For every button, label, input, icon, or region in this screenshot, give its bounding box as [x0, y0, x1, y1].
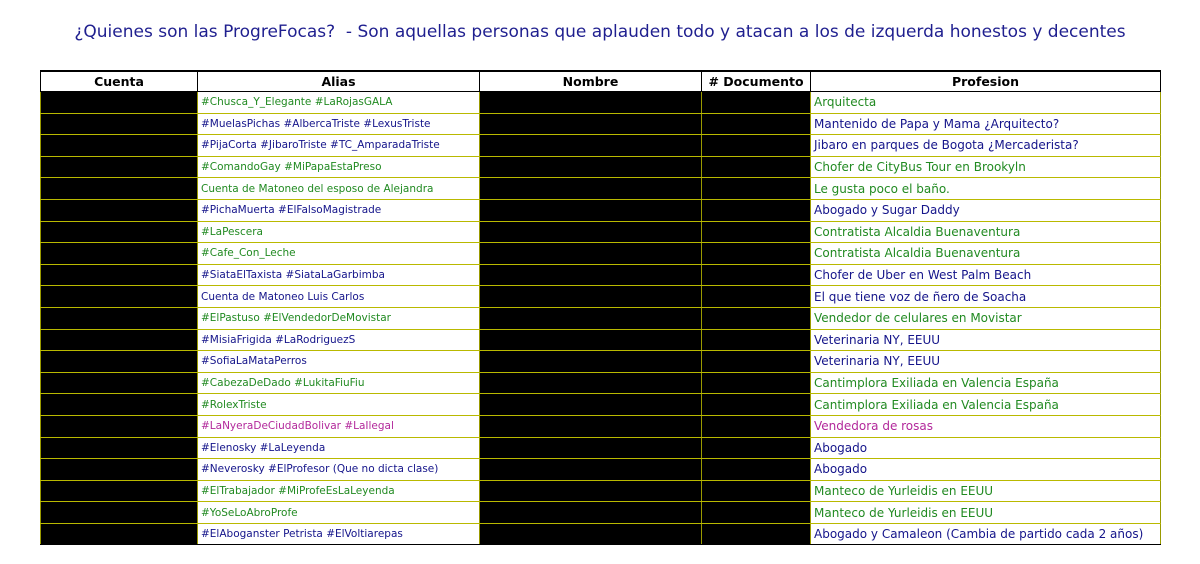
profesion-cell: Cantimplora Exiliada en Valencia España — [811, 394, 1161, 416]
table-row — [41, 135, 1161, 157]
redacted-nombre-cell — [480, 523, 702, 545]
redacted-nombre-cell — [480, 243, 702, 265]
redacted-cuenta-cell — [41, 415, 198, 437]
profesion-cell: Abogado y Camaleon (Cambia de partido cada 2 años) — [811, 523, 1161, 545]
table-row — [41, 92, 1161, 114]
table-row — [41, 394, 1161, 416]
alias-cell: #LaNyeraDeCiudadBolivar #LaIlegal — [198, 415, 480, 437]
alias-cell: #ElAboganster Petrista #ElVoltiarepas — [198, 523, 480, 545]
redacted-nombre-cell — [480, 264, 702, 286]
table-row — [41, 156, 1161, 178]
redacted-documento-cell — [702, 437, 811, 459]
profesion-cell: Manteco de Yurleidis en EEUU — [811, 502, 1161, 524]
redacted-cuenta-cell — [41, 156, 198, 178]
profesion-cell: Veterinaria NY, EEUU — [811, 329, 1161, 351]
redacted-nombre-cell — [480, 351, 702, 373]
redacted-nombre-cell — [480, 372, 702, 394]
redacted-cuenta-cell — [41, 264, 198, 286]
redacted-nombre-cell — [480, 199, 702, 221]
redacted-nombre-cell — [480, 221, 702, 243]
table-body — [41, 92, 1161, 545]
redacted-documento-cell — [702, 221, 811, 243]
redacted-documento-cell — [702, 156, 811, 178]
sheet-title: ¿Quienes son las ProgreFocas? - Son aquellas personas que aplauden todo y atacan a los de izquerda honestos y decentes — [74, 22, 1126, 42]
redacted-documento-cell — [702, 329, 811, 351]
alias-cell: #CabezaDeDado #LukitaFiuFiu — [198, 372, 480, 394]
profesion-cell: Abogado — [811, 459, 1161, 481]
redacted-documento-cell — [702, 523, 811, 545]
redacted-nombre-cell — [480, 394, 702, 416]
table-row — [41, 307, 1161, 329]
profesion-cell: Abogado y Sugar Daddy — [811, 199, 1161, 221]
alias-cell: #YoSeLoAbroProfe — [198, 502, 480, 524]
redacted-cuenta-cell — [41, 459, 198, 481]
table-row — [41, 286, 1161, 308]
table-row — [41, 415, 1161, 437]
redacted-nombre-cell — [480, 92, 702, 114]
alias-cell: Cuenta de Matoneo del esposo de Alejandra — [198, 178, 480, 200]
alias-cell: #MisiaFrigida #LaRodriguezS — [198, 329, 480, 351]
redacted-nombre-cell — [480, 135, 702, 157]
redacted-cuenta-cell — [41, 178, 198, 200]
header-alias: Alias — [198, 71, 480, 92]
profesion-cell: Contratista Alcaldia Buenaventura — [811, 243, 1161, 265]
redacted-documento-cell — [702, 92, 811, 114]
table-row — [41, 502, 1161, 524]
alias-cell: #SofiaLaMataPerros — [198, 351, 480, 373]
header-documento: # Documento — [702, 71, 811, 92]
redacted-documento-cell — [702, 394, 811, 416]
table-row — [41, 199, 1161, 221]
profesion-cell: Arquitecta — [811, 92, 1161, 114]
alias-cell: #ElPastuso #ElVendedorDeMovistar — [198, 307, 480, 329]
redacted-cuenta-cell — [41, 502, 198, 524]
redacted-cuenta-cell — [41, 523, 198, 545]
redacted-nombre-cell — [480, 113, 702, 135]
redacted-documento-cell — [702, 113, 811, 135]
alias-cell: #ComandoGay #MiPapaEstaPreso — [198, 156, 480, 178]
redacted-nombre-cell — [480, 502, 702, 524]
alias-cell: #PichaMuerta #ElFalsoMagistrade — [198, 199, 480, 221]
header-nombre: Nombre — [480, 71, 702, 92]
profesion-cell: Chofer de Uber en West Palm Beach — [811, 264, 1161, 286]
redacted-cuenta-cell — [41, 394, 198, 416]
alias-cell: #PijaCorta #JibaroTriste #TC_AmparadaTriste — [198, 135, 480, 157]
redacted-documento-cell — [702, 415, 811, 437]
redacted-cuenta-cell — [41, 199, 198, 221]
redacted-cuenta-cell — [41, 480, 198, 502]
redacted-nombre-cell — [480, 178, 702, 200]
redacted-nombre-cell — [480, 437, 702, 459]
redacted-nombre-cell — [480, 307, 702, 329]
progrefocas-table — [40, 70, 1161, 545]
redacted-cuenta-cell — [41, 351, 198, 373]
table-row — [41, 351, 1161, 373]
redacted-documento-cell — [702, 264, 811, 286]
table-row — [41, 523, 1161, 545]
profesion-cell: Le gusta poco el baño. — [811, 178, 1161, 200]
redacted-nombre-cell — [480, 329, 702, 351]
profesion-cell: Chofer de CityBus Tour en Brookyln — [811, 156, 1161, 178]
redacted-cuenta-cell — [41, 307, 198, 329]
table-row — [41, 459, 1161, 481]
alias-cell: #Cafe_Con_Leche — [198, 243, 480, 265]
profesion-cell: El que tiene voz de ñero de Soacha — [811, 286, 1161, 308]
table-row — [41, 243, 1161, 265]
redacted-nombre-cell — [480, 459, 702, 481]
table-row — [41, 221, 1161, 243]
redacted-cuenta-cell — [41, 329, 198, 351]
redacted-documento-cell — [702, 243, 811, 265]
alias-cell: #Chusca_Y_Elegante #LaRojasGALA — [198, 92, 480, 114]
redacted-cuenta-cell — [41, 372, 198, 394]
redacted-cuenta-cell — [41, 113, 198, 135]
redacted-documento-cell — [702, 199, 811, 221]
profesion-cell: Veterinaria NY, EEUU — [811, 351, 1161, 373]
table-row — [41, 437, 1161, 459]
redacted-documento-cell — [702, 459, 811, 481]
redacted-documento-cell — [702, 286, 811, 308]
redacted-documento-cell — [702, 135, 811, 157]
alias-cell: #LaPescera — [198, 221, 480, 243]
redacted-cuenta-cell — [41, 92, 198, 114]
redacted-cuenta-cell — [41, 243, 198, 265]
redacted-documento-cell — [702, 502, 811, 524]
header-row — [41, 71, 1161, 92]
table-row — [41, 264, 1161, 286]
redacted-cuenta-cell — [41, 286, 198, 308]
alias-cell: Cuenta de Matoneo Luis Carlos — [198, 286, 480, 308]
redacted-cuenta-cell — [41, 437, 198, 459]
table-row — [41, 178, 1161, 200]
profesion-cell: Vendedor de celulares en Movistar — [811, 307, 1161, 329]
redacted-nombre-cell — [480, 480, 702, 502]
profesion-cell: Mantenido de Papa y Mama ¿Arquitecto? — [811, 113, 1161, 135]
redacted-documento-cell — [702, 480, 811, 502]
redacted-nombre-cell — [480, 156, 702, 178]
redacted-documento-cell — [702, 178, 811, 200]
redacted-cuenta-cell — [41, 135, 198, 157]
profesion-cell: Abogado — [811, 437, 1161, 459]
alias-cell: #MuelasPichas #AlbercaTriste #LexusTriste — [198, 113, 480, 135]
redacted-documento-cell — [702, 351, 811, 373]
redacted-documento-cell — [702, 307, 811, 329]
redacted-cuenta-cell — [41, 221, 198, 243]
table-row — [41, 329, 1161, 351]
profesion-cell: Manteco de Yurleidis en EEUU — [811, 480, 1161, 502]
alias-cell: #SiataElTaxista #SiataLaGarbimba — [198, 264, 480, 286]
profesion-cell: Vendedora de rosas — [811, 415, 1161, 437]
profesion-cell: Jibaro en parques de Bogota ¿Mercaderista? — [811, 135, 1161, 157]
alias-cell: #ElTrabajador #MiProfeEsLaLeyenda — [198, 480, 480, 502]
profesion-cell: Contratista Alcaldia Buenaventura — [811, 221, 1161, 243]
alias-cell: #Elenosky #LaLeyenda — [198, 437, 480, 459]
table-row — [41, 113, 1161, 135]
header-cuenta: Cuenta — [41, 71, 198, 92]
redacted-nombre-cell — [480, 415, 702, 437]
alias-cell: #Neverosky #ElProfesor (Que no dicta clase) — [198, 459, 480, 481]
header-profesion: Profesion — [811, 71, 1161, 92]
alias-cell: #RolexTriste — [198, 394, 480, 416]
table-row — [41, 372, 1161, 394]
table-row — [41, 480, 1161, 502]
redacted-nombre-cell — [480, 286, 702, 308]
profesion-cell: Cantimplora Exiliada en Valencia España — [811, 372, 1161, 394]
redacted-documento-cell — [702, 372, 811, 394]
